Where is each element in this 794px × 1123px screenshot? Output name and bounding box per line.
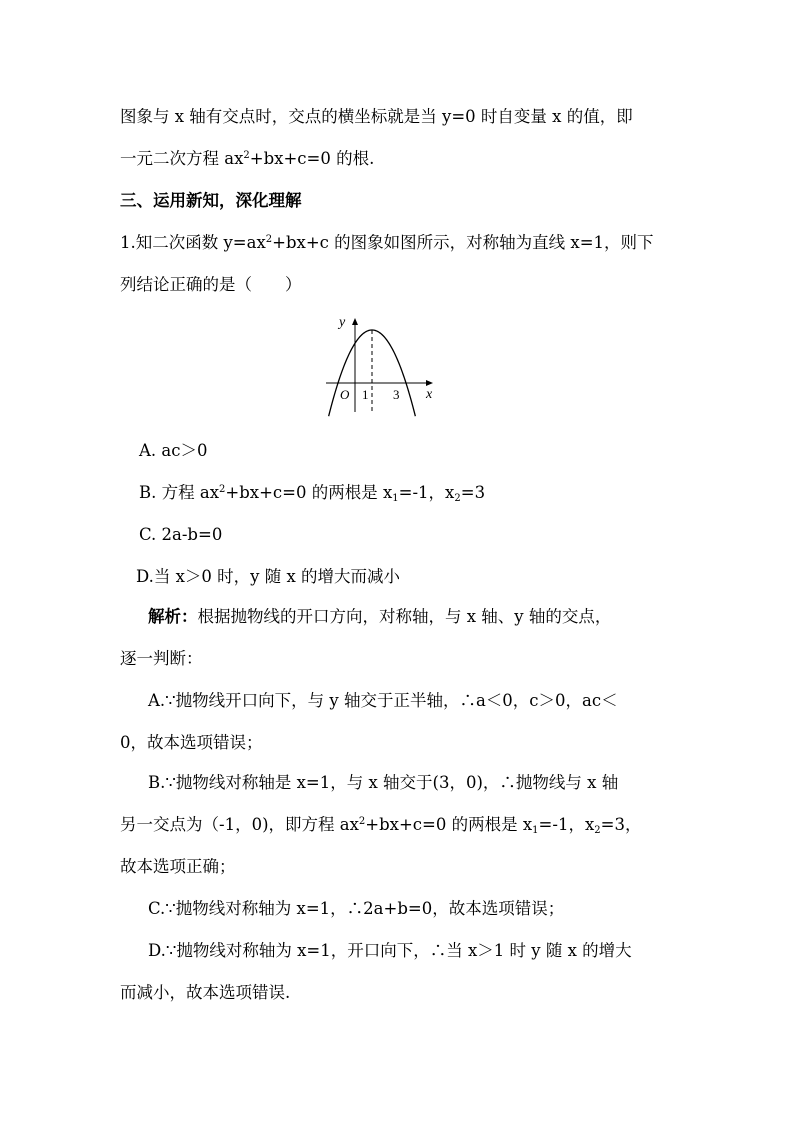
- x-axis-arrow: [426, 380, 433, 386]
- x-axis-label: x: [426, 387, 433, 402]
- y-axis-arrow: [352, 318, 358, 325]
- analysis-c-line-1: [148, 898, 564, 920]
- option-c: [139, 524, 222, 546]
- analysis-b-line-3: [120, 856, 236, 878]
- analysis-a-text-2: 0，故本选项错误；: [120, 733, 263, 752]
- analysis-line-2: [120, 648, 203, 670]
- option-a: [139, 440, 207, 462]
- analysis-d-text-2: 而减小，故本选项错误.: [120, 983, 291, 1002]
- analysis-a-line-2: [120, 732, 263, 754]
- analysis-c-text-1: C.∵抛物线对称轴为 x=1，∴2a+b=0，故本选项错误；: [148, 899, 565, 918]
- analysis-b-text-2d: =3，: [600, 815, 642, 834]
- question-sup: 2: [265, 234, 273, 245]
- option-b: [139, 482, 485, 504]
- analysis-a-text-1: A.∵抛物线开口向下，与 y 轴交于正半轴，∴a＜0，c＞0，ac＜: [148, 691, 618, 710]
- question-line-1: [120, 232, 654, 254]
- option-d: [136, 566, 400, 588]
- question-line-2: [120, 274, 302, 296]
- analysis-intro-2: 逐一判断：: [120, 649, 203, 668]
- analysis-b-text-3: 故本选项正确；: [120, 857, 236, 876]
- intro-text-2b: +bx+c=0 的根.: [249, 149, 375, 168]
- section-heading-text: 三、运用新知，深化理解: [120, 191, 302, 210]
- option-d-text: D.当 x＞0 时，y 随 x 的增大而减小: [136, 567, 401, 586]
- intro-line-2: [120, 148, 374, 170]
- analysis-d-line-1: [148, 940, 632, 962]
- analysis-d-line-2: [120, 982, 290, 1004]
- origin-label: O: [340, 387, 350, 402]
- tick-label-3: 3: [393, 387, 400, 402]
- question-text-1a: 1.知二次函数 y=ax: [120, 233, 266, 252]
- option-b-text-4: =3: [460, 483, 486, 502]
- y-axis-label: y: [339, 315, 346, 330]
- option-b-sub-2: 2: [454, 493, 461, 504]
- option-b-text-3: =-1，x: [398, 483, 455, 502]
- analysis-b-text-2b: +bx+c=0 的两根是 x: [365, 815, 533, 834]
- analysis-b-text-2a: 另一交点为（-1，0)，即方程 ax: [120, 815, 359, 834]
- option-b-sub-1: 1: [392, 493, 399, 504]
- analysis-b-text-1: B.∵抛物线对称轴是 x=1，与 x 轴交于(3，0)，∴抛物线与 x 轴: [148, 773, 619, 792]
- question-text-1b: +bx+c 的图象如图所示，对称轴为直线 x=1，则下: [272, 233, 654, 252]
- intro-sup: 2: [243, 150, 250, 161]
- analysis-a-line-1: [148, 690, 618, 712]
- intro-text-2a: 一元二次方程 ax: [120, 149, 244, 168]
- intro-text-1: 图象与 x 轴有交点时，交点的横坐标就是当 y=0 时自变量 x 的值，即: [120, 107, 633, 126]
- option-a-text: A. ac＞0: [139, 441, 208, 460]
- section-heading: [120, 190, 302, 212]
- analysis-b-sub-1: 1: [532, 825, 539, 836]
- analysis-d-text-1: D.∵抛物线对称轴为 x=1，开口向下，∴当 x＞1 时 y 随 x 的增大: [148, 941, 632, 960]
- option-b-text-1: B. 方程 ax: [139, 483, 220, 502]
- analysis-b-text-2c: =-1，x: [538, 815, 595, 834]
- analysis-b-line-1: [148, 772, 618, 794]
- analysis-b-sub-2: 2: [594, 825, 601, 836]
- option-b-text-2: +bx+c=0 的两根是 x: [225, 483, 393, 502]
- analysis-intro-1: 根据抛物线的开口方向，对称轴，与 x 轴、y 轴的交点，: [197, 607, 612, 626]
- analysis-line-1: [148, 606, 611, 628]
- tick-label-1: 1: [362, 387, 369, 402]
- question-text-2: 列结论正确的是（ ）: [120, 275, 302, 294]
- option-c-text: C. 2a-b=0: [139, 525, 223, 544]
- option-b-sup: 2: [219, 484, 226, 495]
- analysis-label: 解析：: [148, 607, 198, 626]
- analysis-b-sup: 2: [358, 816, 366, 827]
- analysis-b-line-2: [120, 814, 641, 836]
- intro-line-1: [120, 106, 633, 128]
- parabola-figure: [320, 312, 440, 422]
